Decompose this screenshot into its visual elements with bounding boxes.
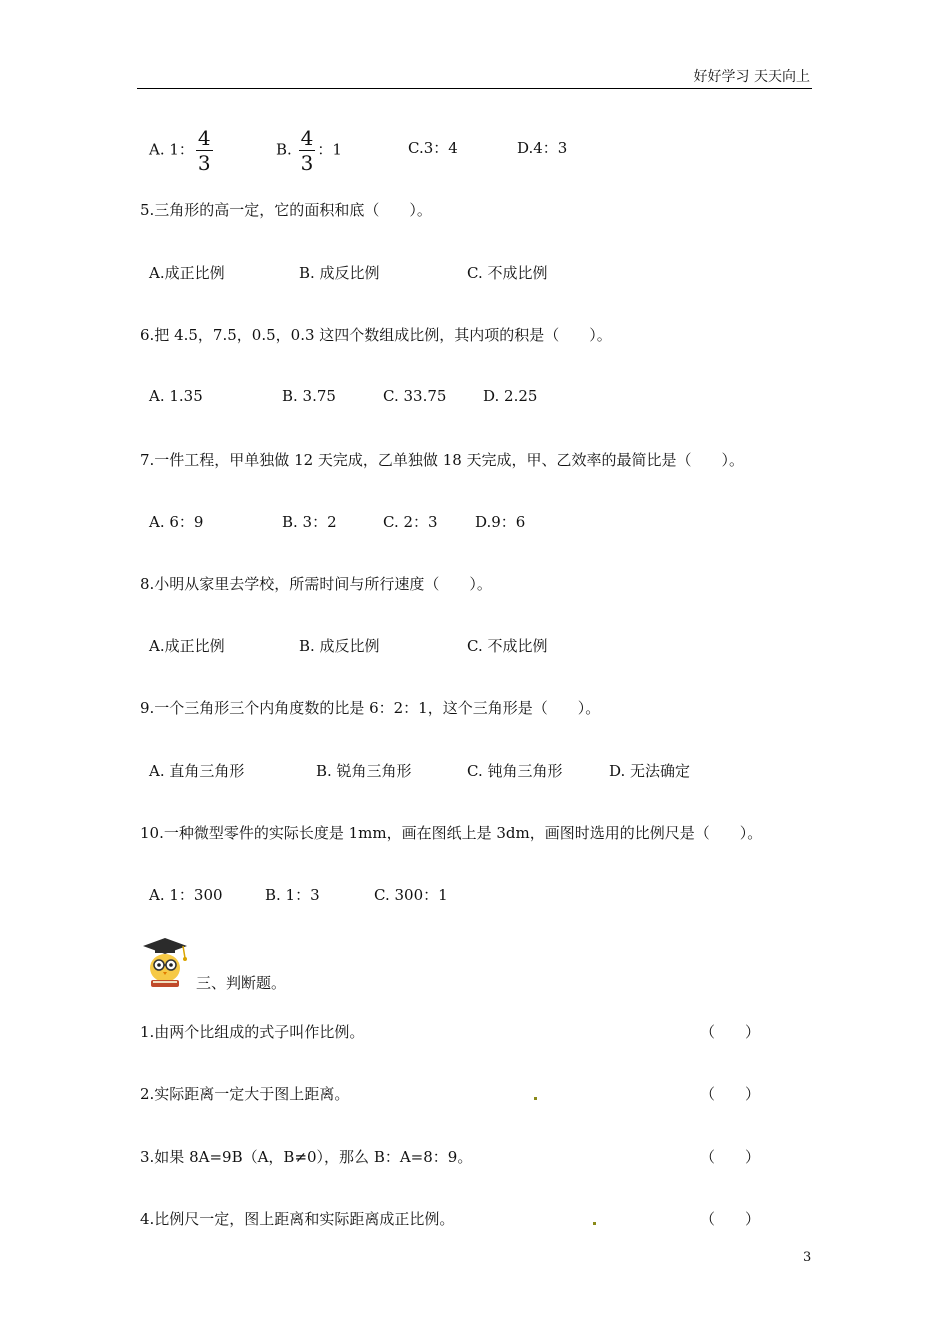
- judgment-3: 3.如果 8A=9B（A，B≠0），那么 B：A=8：9。: [140, 1148, 473, 1166]
- q4-option-a: [149, 128, 215, 173]
- judgment-1: 1.由两个比组成的式子叫作比例。: [140, 1023, 365, 1041]
- header-divider: [137, 88, 812, 89]
- fraction-denominator: 3: [197, 151, 211, 175]
- section-3-title: 三、判断题。: [196, 974, 287, 992]
- fraction-denominator: 3: [300, 151, 314, 175]
- fraction: [299, 128, 316, 173]
- q9-option-b: B. 锐角三角形: [316, 762, 412, 780]
- fraction-numerator: 4: [300, 126, 314, 150]
- q9-option-d: D. 无法确定: [609, 762, 691, 780]
- q9-option-c: C. 钝角三角形: [467, 762, 563, 780]
- page-number: 3: [803, 1250, 812, 1265]
- q4-option-d: D.4：3: [517, 139, 568, 157]
- question-7: 7.一件工程，甲单独做 12 天完成，乙单独做 18 天完成，甲、乙效率的最简比是（ ）。: [140, 451, 745, 469]
- q7-option-d: D.9：6: [475, 513, 526, 531]
- question-5: 5.三角形的高一定，它的面积和底（ ）。: [140, 201, 432, 219]
- graduate-owl-icon: [137, 934, 193, 990]
- q7-option-b: B. 3：2: [282, 513, 337, 531]
- fraction: [196, 128, 213, 173]
- q4-option-b-suffix: ：1: [317, 140, 342, 159]
- question-9: 9.一个三角形三个内角度数的比是 6：2：1，这个三角形是（ ）。: [140, 699, 601, 717]
- q8-option-a: A.成正比例: [149, 637, 225, 655]
- judgment-4: 4.比例尺一定，图上距离和实际距离成正比例。: [140, 1210, 455, 1228]
- q8-option-c: C. 不成比例: [467, 637, 548, 655]
- q6-option-c: C. 33.75: [383, 387, 447, 405]
- q10-option-c: C. 300：1: [374, 886, 448, 904]
- answer-paren[interactable]: （ ）: [700, 1023, 761, 1041]
- q4-option-b-prefix: B.: [276, 140, 292, 159]
- q10-option-b: B. 1：3: [265, 886, 320, 904]
- q5-option-c: C. 不成比例: [467, 264, 548, 282]
- q5-option-b: B. 成反比例: [299, 264, 380, 282]
- q6-option-b: B. 3.75: [282, 387, 336, 405]
- answer-paren[interactable]: （ ）: [700, 1085, 761, 1103]
- speck-mark: [593, 1222, 596, 1225]
- q9-option-a: A. 直角三角形: [149, 762, 245, 780]
- q7-option-c: C. 2：3: [383, 513, 438, 531]
- judgment-2: 2.实际距离一定大于图上距离。: [140, 1085, 350, 1103]
- speck-mark: [534, 1097, 537, 1100]
- question-6: 6.把 4.5，7.5，0.5，0.3 这四个数组成比例，其内项的积是（ ）。: [140, 326, 612, 344]
- answer-paren[interactable]: （ ）: [700, 1148, 761, 1166]
- q6-option-a: A. 1.35: [149, 387, 203, 405]
- answer-paren[interactable]: （ ）: [700, 1210, 761, 1228]
- q4-option-c: C.3：4: [408, 139, 458, 157]
- q5-option-a: A.成正比例: [149, 264, 225, 282]
- header-title: 好好学习 天天向上: [693, 69, 810, 85]
- q6-option-d: D. 2.25: [483, 387, 538, 405]
- q4-option-b: [276, 128, 342, 173]
- fraction-numerator: 4: [197, 126, 211, 150]
- q8-option-b: B. 成反比例: [299, 637, 380, 655]
- q7-option-a: A. 6：9: [149, 513, 204, 531]
- question-10: 10.一种微型零件的实际长度是 1mm，画在图纸上是 3dm，画图时选用的比例尺是（ ）。: [140, 824, 763, 842]
- q10-option-a: A. 1：300: [149, 886, 223, 904]
- q4-option-a-prefix: A. 1：: [149, 140, 194, 159]
- question-8: 8.小明从家里去学校，所需时间与所行速度（ ）。: [140, 575, 492, 593]
